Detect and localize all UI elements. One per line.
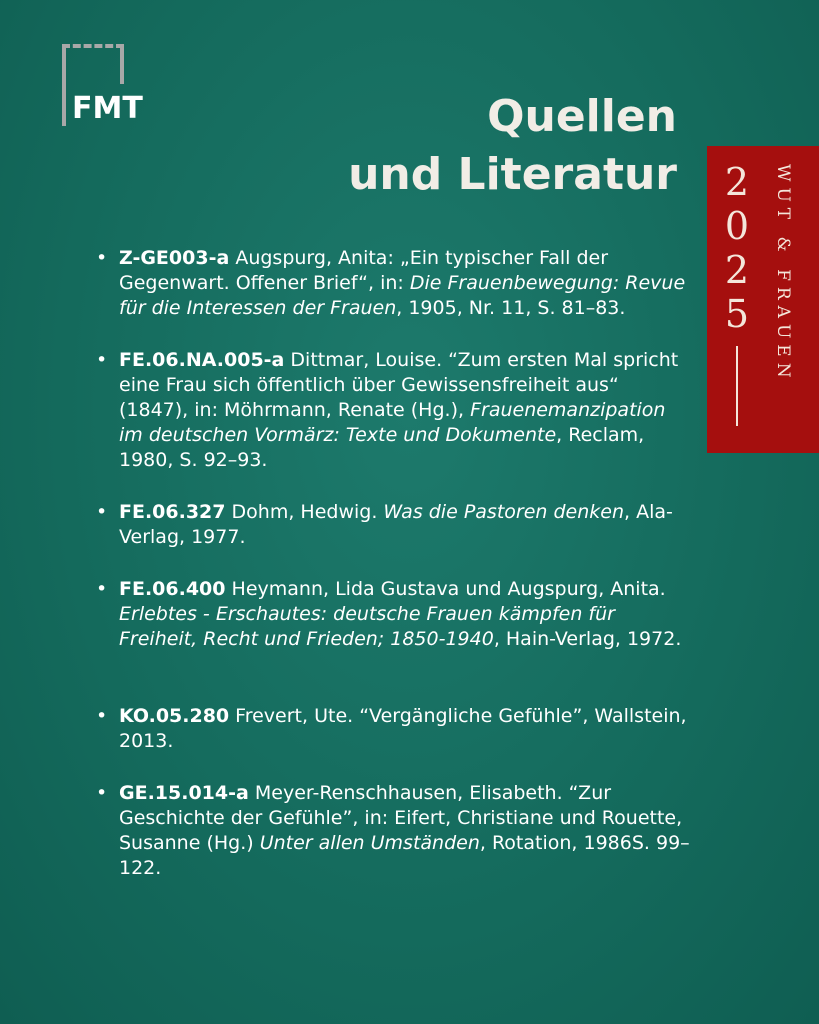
reference-code: FE.06.400 [119,578,226,600]
year-digit: 2 [724,160,750,204]
reference-code: Z-GE003-a [119,247,230,269]
reference-title: Was die Pastoren denken [383,501,625,523]
bullet-icon: • [96,247,108,269]
year-digit: 0 [724,204,750,248]
reference-text: Heymann, Lida Gustava und Augspurg, Anita. [225,578,666,600]
year-digit: 2 [724,248,750,292]
reference-title: Die Frauenbewegung: Revue für die Interessen der Frauen [119,272,686,319]
logo-frame-top [62,44,124,48]
bullet-icon: • [96,349,108,371]
reference-code: FE.06.NA.005-a [119,349,285,371]
reference-title: Frauenemanzipation im deutschen Vormärz: Texte und Dokumente [119,399,666,446]
reference-text: Meyer-Renschhausen, Elisabeth. “Zur Geschichte der Gefühle”, in: Eifert, Christiane und Rouette, Susanne (Hg.) [119,782,683,854]
banner-rule [736,346,738,426]
reference-code: KO.05.280 [119,705,230,727]
reference-title: Erlebtes - Erschautes: deutsche Frauen kämpfen für Freiheit, Recht und Frieden; 1850-1940 [119,603,615,650]
reference-text: , Reclam, 1980, S. 92–93. [119,424,645,471]
bullet-icon: • [96,705,108,727]
reference-text: , Rotation, 1986S. 99–122. [119,832,690,879]
reference-list [92,246,692,881]
reference-code: FE.06.327 [119,501,226,523]
reference-text: , Ala-Verlag, 1977. [119,501,673,548]
fmt-logo [62,44,143,128]
reference-text: Dittmar, Louise. “Zum ersten Mal spricht eine Frau sich öffentlich über Gewissensfreiheit aus“ (1847), in: Möhrmann, Renate (Hg.), [119,349,679,421]
reference-item [92,704,692,754]
reference-code: GE.15.014-a [119,782,249,804]
logo-frame-right [120,44,124,84]
reference-item [92,246,692,321]
banner-vertical-text: WUT & FRAUEN [773,164,793,384]
logo-text: FMT [72,91,143,126]
reference-text: , 1905, Nr. 11, S. 81–83. [396,297,626,319]
bullet-icon: • [96,501,108,523]
logo-frame-left [62,44,66,126]
reference-item [92,577,692,652]
year-digit: 5 [724,292,750,336]
title-line-2: und Literatur [348,149,677,200]
reference-item [92,781,692,881]
page-title [348,88,677,204]
banner-year [717,160,757,336]
reference-text: , Hain-Verlag, 1972. [493,628,682,650]
reference-item [92,500,692,550]
reference-item [92,348,692,473]
bullet-icon: • [96,578,108,600]
reference-title: Unter allen Umständen [259,832,480,854]
year-banner [707,146,819,453]
reference-text: Dohm, Hedwig. [225,501,384,523]
title-line-1: Quellen [487,91,677,142]
reference-text: Frevert, Ute. “Vergängliche Gefühle”, Wallstein, 2013. [119,705,687,752]
bullet-icon: • [96,782,108,804]
reference-text: Augspurg, Anita: „Ein typischer Fall der Gegenwart. Offener Brief“, in: [119,247,609,294]
